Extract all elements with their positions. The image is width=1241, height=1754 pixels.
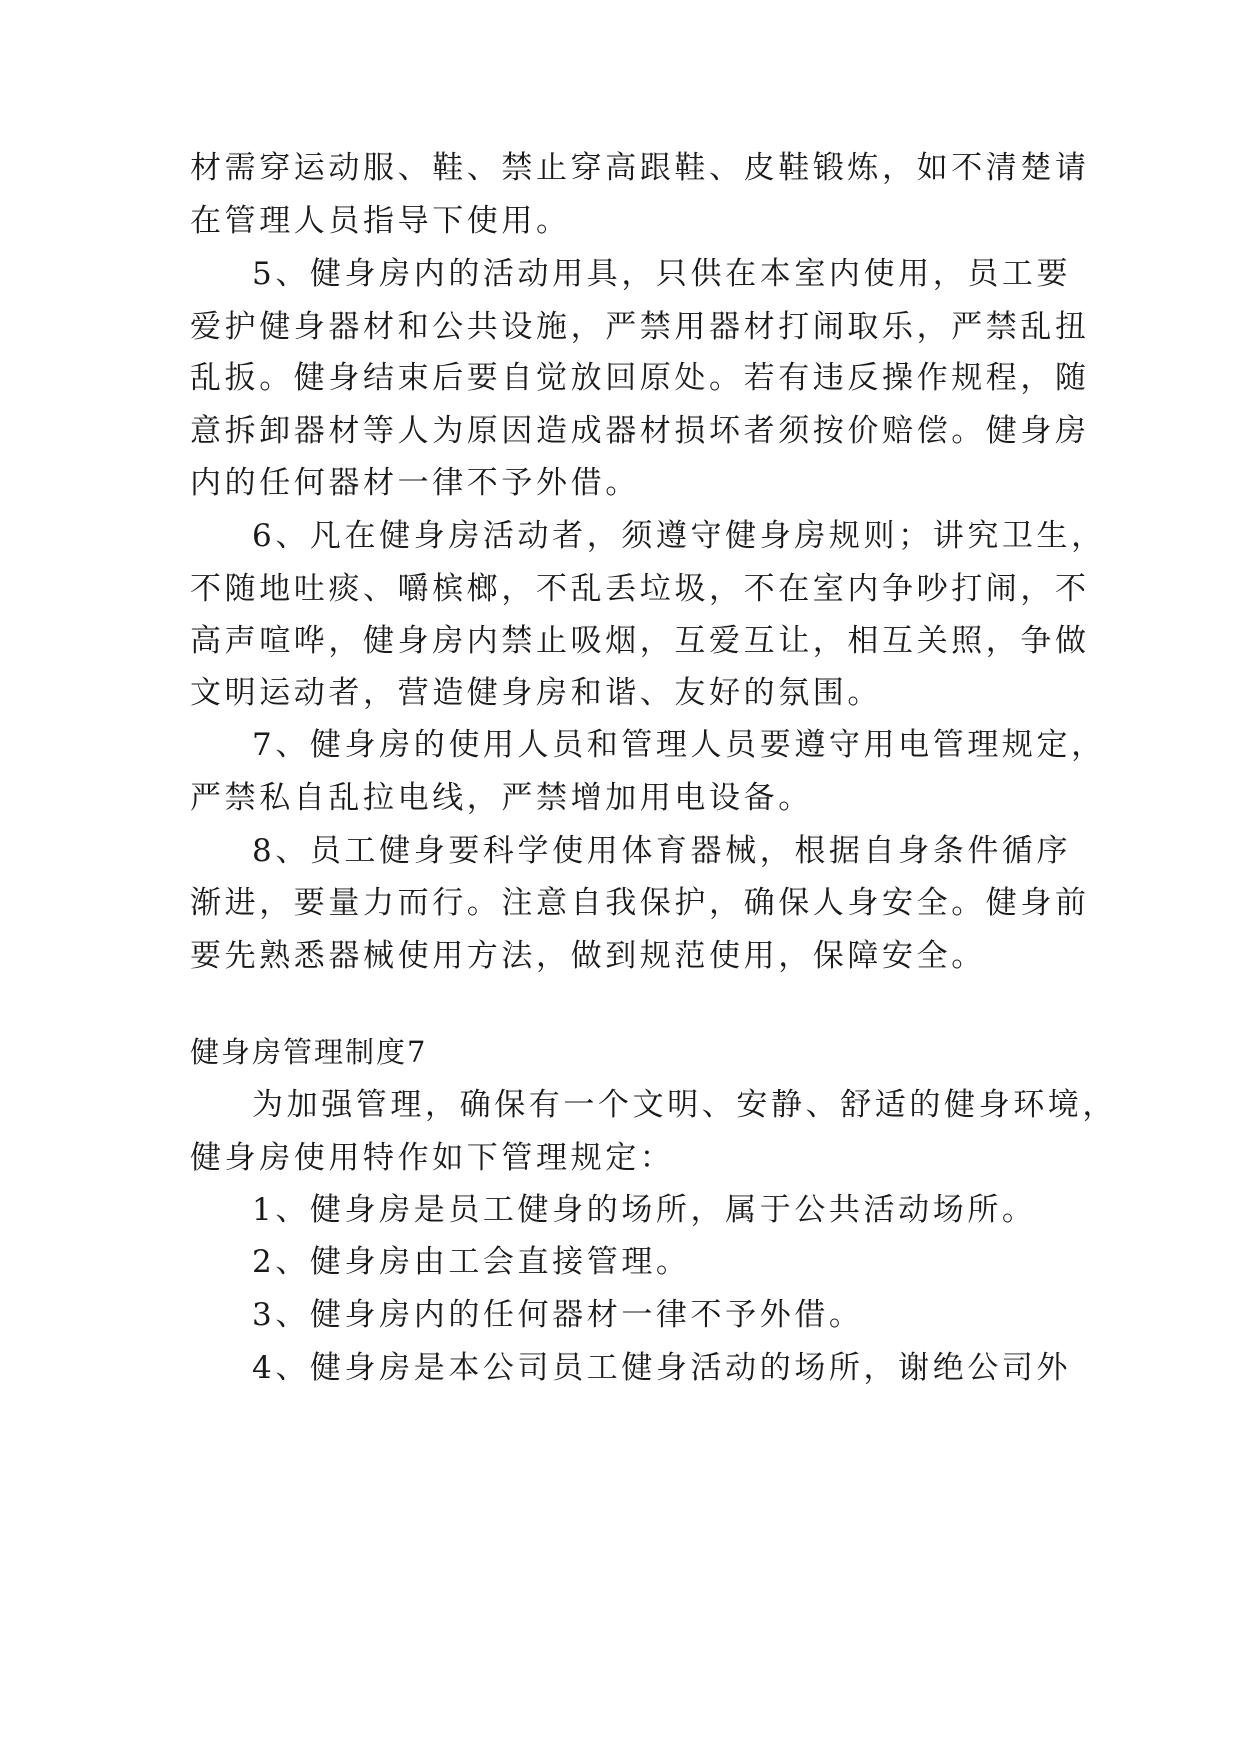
section-intro-line-1: 为加强管理，确保有一个文明、安静、舒适的健身环境， (252, 1087, 1117, 1123)
para8-line-1: 8、员工健身要科学使用体育器械，根据自身条件循序 (252, 833, 1072, 869)
para7-line-2: 严禁私自乱拉电线，严禁增加用电设备。 (190, 780, 813, 816)
para6-line-1: 6、凡在健身房活动者，须遵守健身房规则；讲究卫生， (252, 518, 1106, 554)
para8-line-2: 渐进，要量力而行。注意自我保护，确保人身安全。健身前 (190, 885, 1090, 921)
section-title: 健身房管理制度7 (190, 1035, 428, 1069)
section-item-1: 1、健身房是员工健身的场所，属于公共活动场所。 (252, 1192, 1037, 1228)
para5-line-4: 意拆卸器材等人为原因造成器材损坏者须按价赔偿。健身房 (190, 413, 1090, 449)
para6-line-2: 不随地吐痰、嚼槟榔，不乱丢垃圾，不在室内争吵打闹，不 (190, 571, 1090, 607)
para5-line-3: 乱扳。健身结束后要自觉放回原处。若有违反操作规程，随 (190, 360, 1090, 396)
section-item-4: 4、健身房是本公司员工健身活动的场所，谢绝公司外 (252, 1350, 1072, 1386)
para7-line-1: 7、健身房的使用人员和管理人员要遵守用电管理规定， (252, 727, 1106, 763)
para5-line-5: 内的任何器材一律不予外借。 (190, 465, 640, 501)
section-item-2: 2、健身房由工会直接管理。 (252, 1244, 691, 1280)
para4-line-1: 材需穿运动服、鞋、禁止穿高跟鞋、皮鞋锻炼，如不清楚请 (190, 150, 1090, 186)
section-item-3: 3、健身房内的任何器材一律不予外借。 (252, 1297, 864, 1333)
section-intro-line-2: 健身房使用特作如下管理规定： (190, 1140, 675, 1176)
para8-line-3: 要先熟悉器械使用方法，做到规范使用，保障安全。 (190, 938, 986, 974)
para6-line-4: 文明运动者，营造健身房和谐、友好的氛围。 (190, 675, 882, 711)
para5-line-1: 5、健身房内的活动用具，只供在本室内使用，员工要 (252, 256, 1072, 292)
para5-line-2: 爱护健身器材和公共设施，严禁用器材打闹取乐，严禁乱扭 (190, 309, 1090, 345)
para4-line-2: 在管理人员指导下使用。 (190, 203, 571, 239)
para6-line-3: 高声喧哗，健身房内禁止吸烟，互爱互让，相互关照，争做 (190, 623, 1090, 659)
